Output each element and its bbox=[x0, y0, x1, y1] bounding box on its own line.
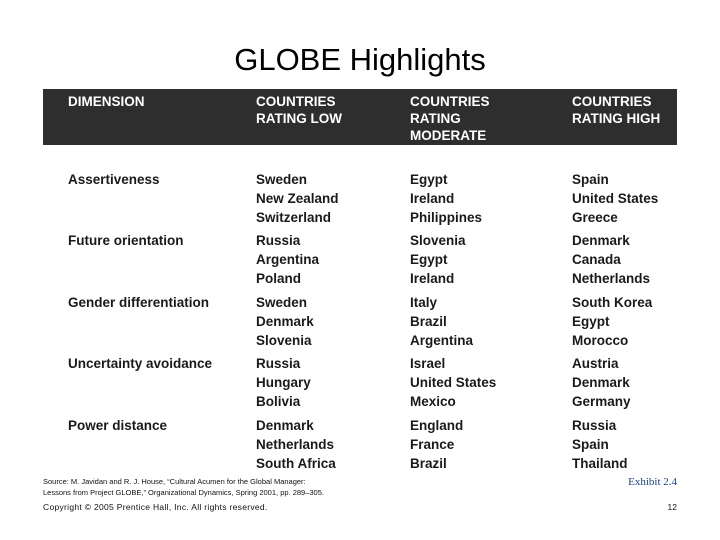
dimension-label: Future orientation bbox=[68, 233, 184, 248]
country-name: Denmark bbox=[256, 418, 314, 433]
cell-high bbox=[572, 293, 652, 350]
table-row bbox=[43, 231, 677, 293]
country-name: Denmark bbox=[256, 314, 314, 329]
cell-low bbox=[256, 170, 339, 227]
country-name: Switzerland bbox=[256, 210, 332, 225]
table-row bbox=[43, 293, 677, 355]
country-name: Hungary bbox=[256, 375, 311, 390]
cell-low bbox=[256, 354, 311, 411]
country-name: Egypt bbox=[572, 314, 610, 329]
cell-moderate bbox=[410, 170, 482, 227]
country-name: Spain bbox=[572, 172, 609, 187]
country-name: Greece bbox=[572, 210, 618, 225]
country-name: Austria bbox=[572, 356, 619, 371]
page-number: 12 bbox=[667, 502, 677, 512]
exhibit-label: Exhibit 2.4 bbox=[628, 476, 677, 488]
country-name: Thailand bbox=[572, 456, 628, 471]
dimension-label: Assertiveness bbox=[68, 172, 160, 187]
country-name: Brazil bbox=[410, 314, 447, 329]
country-name: Argentina bbox=[256, 252, 320, 267]
header-dimension: DIMENSION bbox=[68, 94, 145, 109]
header-rating-moderate: COUNTRIES RATING MODERATE bbox=[410, 94, 490, 143]
country-name: New Zealand bbox=[256, 191, 339, 206]
country-name: Germany bbox=[572, 394, 631, 409]
country-name: Canada bbox=[572, 252, 621, 267]
cell-high bbox=[572, 354, 631, 411]
copyright-notice: Copyright © 2005 Prentice Hall, Inc. All rights reserved. bbox=[43, 502, 268, 512]
cell-high bbox=[572, 231, 650, 288]
country-name: United States bbox=[572, 191, 659, 206]
cell-high bbox=[572, 416, 628, 473]
country-name: Sweden bbox=[256, 172, 308, 187]
cell-moderate bbox=[410, 231, 466, 288]
table-row bbox=[43, 170, 677, 232]
country-name: France bbox=[410, 437, 455, 452]
country-name: Slovenia bbox=[410, 233, 466, 248]
cell-moderate bbox=[410, 354, 496, 411]
country-name: Philippines bbox=[410, 210, 483, 225]
country-name: Denmark bbox=[572, 375, 630, 390]
table-header bbox=[43, 89, 677, 145]
country-name: South Africa bbox=[256, 456, 336, 471]
header-rating-high: COUNTRIES RATING HIGH bbox=[572, 94, 661, 126]
cell-dimension bbox=[68, 293, 209, 312]
country-name: Bolivia bbox=[256, 394, 301, 409]
country-name: Spain bbox=[572, 437, 609, 452]
cell-dimension bbox=[68, 170, 160, 189]
country-name: Brazil bbox=[410, 456, 447, 471]
country-name: Argentina bbox=[410, 333, 474, 348]
country-name: Netherlands bbox=[256, 437, 335, 452]
country-name: Russia bbox=[256, 356, 301, 371]
cell-moderate bbox=[410, 293, 473, 350]
country-name: Russia bbox=[572, 418, 617, 433]
country-name: Morocco bbox=[572, 333, 629, 348]
country-name: United States bbox=[410, 375, 497, 390]
country-name: Netherlands bbox=[572, 271, 651, 286]
header-rating-low: COUNTRIES RATING LOW bbox=[256, 94, 342, 126]
country-name: Poland bbox=[256, 271, 302, 286]
country-name: Slovenia bbox=[256, 333, 312, 348]
cell-dimension bbox=[68, 416, 167, 435]
cell-moderate bbox=[410, 416, 463, 473]
country-name: Ireland bbox=[410, 191, 455, 206]
dimension-label: Power distance bbox=[68, 418, 168, 433]
country-name: Italy bbox=[410, 295, 438, 310]
source-line-2: Lessons from Project GLOBE,” Organizational Dynamics, Spring 2001, pp. 289–305. bbox=[43, 488, 324, 497]
dimension-label: Gender differentiation bbox=[68, 295, 210, 310]
country-name: Denmark bbox=[572, 233, 630, 248]
cell-high bbox=[572, 170, 658, 227]
dimension-label: Uncertainty avoidance bbox=[68, 356, 213, 371]
source-citation bbox=[43, 476, 324, 498]
country-name: England bbox=[410, 418, 464, 433]
country-name: Egypt bbox=[410, 252, 448, 267]
table-row bbox=[43, 354, 677, 416]
cell-dimension bbox=[68, 231, 184, 250]
cell-dimension bbox=[68, 354, 212, 373]
cell-low bbox=[256, 416, 336, 473]
slide-title: GLOBE Highlights bbox=[234, 42, 486, 77]
cell-low bbox=[256, 231, 319, 288]
country-name: South Korea bbox=[572, 295, 653, 310]
country-name: Mexico bbox=[410, 394, 456, 409]
country-name: Sweden bbox=[256, 295, 308, 310]
table-row bbox=[43, 416, 677, 478]
cell-low bbox=[256, 293, 314, 350]
source-line-1: Source: M. Javidan and R. J. House, “Cultural Acumen for the Global Manager: bbox=[43, 477, 306, 486]
country-name: Russia bbox=[256, 233, 301, 248]
country-name: Egypt bbox=[410, 172, 448, 187]
country-name: Ireland bbox=[410, 271, 455, 286]
country-name: Israel bbox=[410, 356, 446, 371]
